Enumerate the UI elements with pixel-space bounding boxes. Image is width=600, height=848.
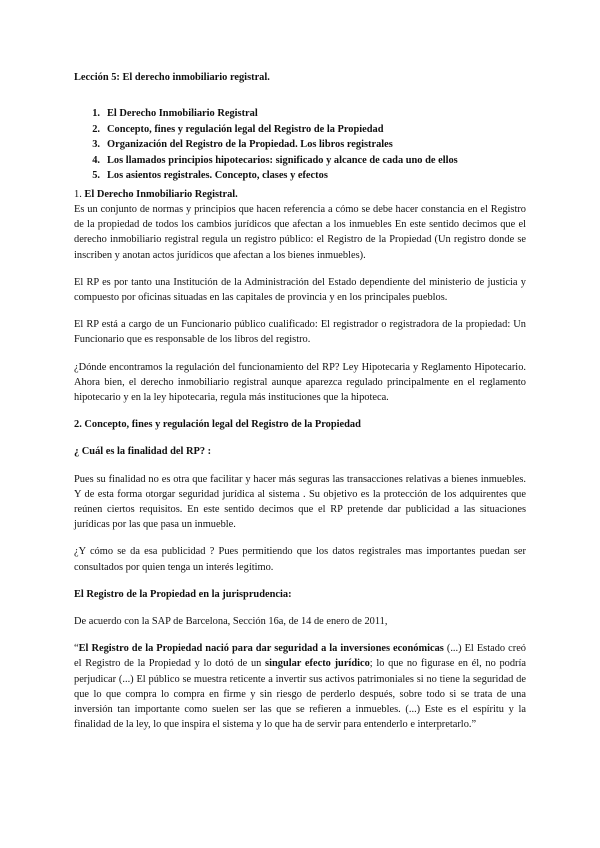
section1-number: 1. [74, 188, 82, 200]
quote-text-1: (...) El Estado creó el Registro de la Propiedad y lo dotó de un [74, 643, 527, 670]
toc-item [74, 137, 526, 153]
section1-heading [74, 187, 526, 202]
toc-item [74, 168, 526, 184]
toc-item-label: Los asientos registrales. Concepto, clases y efectos [107, 170, 328, 182]
section2-heading: 2. Concepto, fines y regulación legal del Registro de la Propiedad [74, 419, 361, 431]
toc-item-label: Concepto, fines y regulación legal del Registro de la Propiedad [107, 123, 384, 135]
quote-bold-2: singular efecto jurídico [265, 658, 370, 670]
toc-item-number: 5. [92, 170, 100, 182]
toc-item-label: El Derecho Inmobiliario Registral [107, 108, 258, 120]
toc-item-label: Los llamados principios hipotecarios: significado y alcance de cada uno de ellos [107, 154, 458, 166]
toc-item [74, 122, 526, 138]
table-of-contents [74, 106, 526, 184]
quote-text-2: ; lo que no figurase en él, no podría perjudicar (...) El público se muestra reticente a invertir sus activos patrimoniales si no tiene la seguridad de que lo que compra lo compra en firme y sin riesgo de perderlo después, sobre todo si se trata de una inversión tan importante como suelen ser las que se refieren a inmuebles. (...) Este es el espíritu y la finalidad de la ley, lo que inspira el sistema y lo que ha de servir para entenderlo e interpretarlo.” [74, 658, 527, 731]
toc-item-number: 2. [92, 123, 100, 135]
section2-paragraph-2: ¿Y cómo se da esa publicidad ? Pues permitiendo que los datos registrales mas importantes puedan ser consultados por quien tenga un interés legítimo. [74, 546, 526, 573]
toc-item-number: 4. [92, 154, 100, 166]
document-page [74, 70, 526, 744]
jurisprudence-heading: El Registro de la Propiedad en la jurisprudencia: [74, 588, 292, 600]
toc-item [74, 153, 526, 169]
section1-paragraph-1: Es un conjunto de normas y principios que hacen referencia a cómo se debe hacer constancia en el Registro de la propiedad de todos los cambios jurídicos que afectan a los inmuebles En este sentido decimos que el derecho inmobiliario registral regula un registro público: el Registro de la Propiedad (Un registro donde se inscriben y anotan actos jurídicos que afectan a los bienes inmuebles). [74, 203, 526, 261]
toc-item-number: 1. [92, 108, 100, 120]
lesson-title: Lección 5: El derecho inmobiliario registral. [74, 72, 270, 83]
jurisprudence-intro: De acuerdo con la SAP de Barcelona, Sección 16a, de 14 de enero de 2011, [74, 615, 388, 627]
section1-paragraph-2: El RP es por tanto una Institución de la Administración del Estado dependiente del ministerio de justicia y compuesto por oficinas situadas en las capitales de provincia y en los principales pueblos. [74, 276, 526, 303]
toc-item-number: 3. [92, 139, 100, 151]
section1-paragraph-3: El RP está a cargo de un Funcionario público cualificado: El registrador o registradora de la propiedad: Un Funcionario que es responsable de los libros del registro. [74, 319, 526, 346]
toc-item [74, 106, 526, 122]
toc-item-label: Organización del Registro de la Propiedad. Los libros registrales [107, 139, 393, 151]
quote-open-mark: “ [74, 643, 79, 655]
section2-question: ¿ Cuál es la finalidad del RP? : [74, 446, 212, 458]
section1-paragraph-4: ¿Dónde encontramos la regulación del funcionamiento del RP? Ley Hipotecaria y Reglamento Hipotecario. Ahora bien, el derecho inmobiliario registral aunque aparezca regulado principalmente en el reglamento hipotecario y en la ley hipotecaria, regula más instituciones que la hipoteca. [74, 361, 526, 403]
quote-bold-1: El Registro de la Propiedad nació para dar seguridad a la inversiones económicas [78, 643, 444, 655]
section2-paragraph-1: Pues su finalidad no es otra que facilitar y hacer más seguras las transacciones relativas a bienes inmuebles. Y de esta forma otorgar seguridad jurídica al sistema . Su objetivo es la protección de los adquirentes que reúnen ciertos requisitos. En este sentido decimos que el RP pretende dar publicidad a las situaciones jurídicas por las que pasa un inmueble. [74, 473, 526, 531]
jurisprudence-quote [74, 641, 526, 732]
section1-title: El Derecho Inmobiliario Registral. [84, 188, 238, 200]
